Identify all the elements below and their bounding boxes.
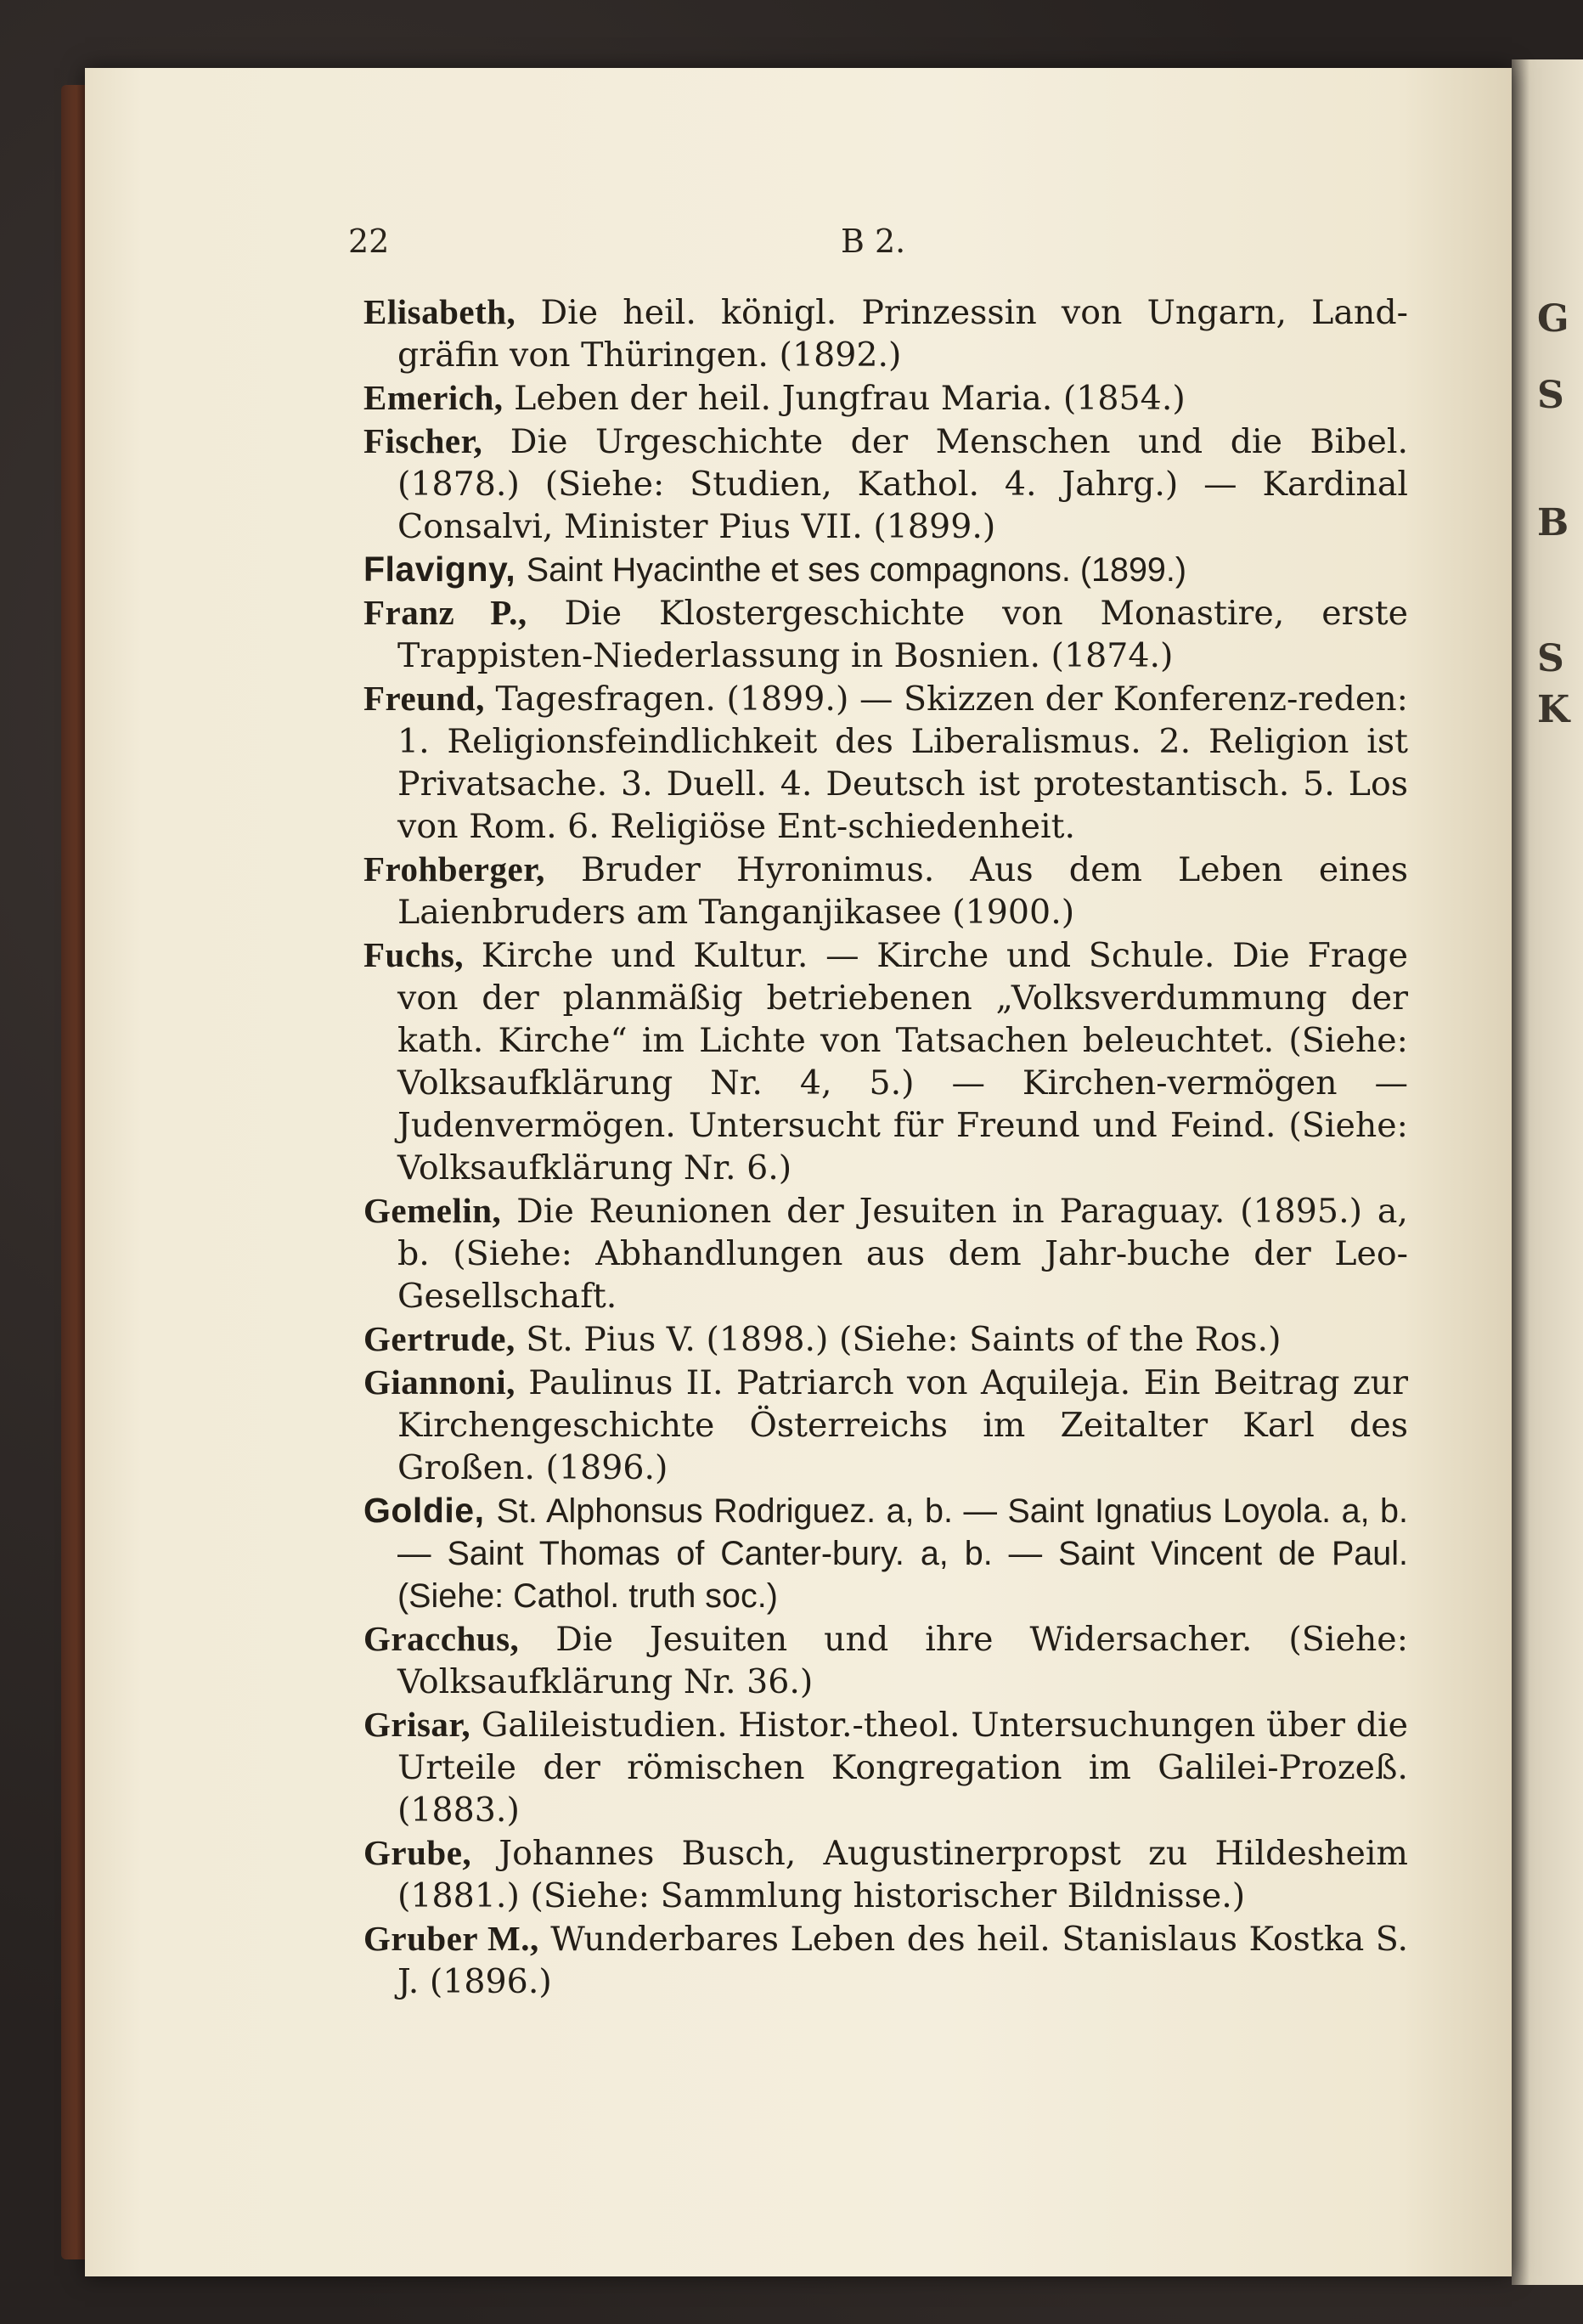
author-name: Grisar, — [363, 1705, 471, 1744]
catalog-entry — [363, 1917, 1408, 2003]
catalog-entry — [363, 420, 1408, 548]
author-name: Gemelin, — [363, 1191, 502, 1230]
catalog-entry — [363, 1317, 1408, 1361]
entry-text: Johannes Busch, Augustinerpropst zu Hildesheim (1881.) (Siehe: Sammlung historischer Bildnisse.) — [397, 1834, 1408, 1915]
author-name: Emerich, — [363, 378, 504, 417]
entry-text: Die Reunionen der Jesuiten in Paraguay. (1895.) a, b. (Siehe: Abhandlungen aus dem Jahr-buche der Leo-Gesellschaft. — [397, 1192, 1408, 1316]
author-name: Gertrude, — [363, 1319, 515, 1358]
entry-text: Saint Hyacinthe et ses compagnons. (1899.) — [526, 551, 1187, 589]
facing-page-fragment: S — [1537, 637, 1564, 680]
catalog-entry — [363, 1189, 1408, 1317]
catalog-entry — [363, 848, 1408, 934]
author-name: Gruber M., — [363, 1919, 539, 1958]
author-name: Giannoni, — [363, 1362, 515, 1402]
author-name: Elisabeth, — [363, 292, 516, 331]
entry-text: Die Urgeschichte der Menschen und die Bibel. (1878.) (Siehe: Studien, Kathol. 4. Jahrg.) — Kardinal Consalvi, Minister Pius VII. (1899.) — [397, 422, 1409, 546]
entry-text: Wunderbares Leben des heil. Stanislaus Kostka S. J. (1896.) — [397, 1920, 1409, 2001]
catalog-entry — [363, 548, 1408, 591]
catalog-entry — [363, 677, 1408, 848]
page-header — [348, 223, 1401, 274]
entry-text: Tagesfragen. (1899.) — Skizzen der Konferenz-reden: 1. Religionsfeindlichkeit des Liberalismus. 2. Religion ist Privatsache. 3. Duell. 4. Deutsch ist protestantisch. 5. Los von Rom. 6. Religiöse Ent-schiedenheit. — [397, 680, 1408, 846]
catalog-entry — [363, 1489, 1408, 1617]
catalog-entry — [363, 290, 1408, 376]
entry-text: Paulinus II. Patriarch von Aquileja. Ein Beitrag zur Kirchengeschichte Österreichs im Zeitalter Karl des Großen. (1896.) — [397, 1363, 1408, 1487]
author-name: Fuchs, — [363, 935, 465, 974]
entry-text: Bruder Hyronimus. Aus dem Leben eines Laienbruders am Tanganjikasee (1900.) — [397, 850, 1408, 932]
section-heading: B 2. — [841, 223, 906, 260]
catalog-entry — [363, 1831, 1408, 1917]
entry-text: St. Pius V. (1898.) (Siehe: Saints of the Ros.) — [526, 1320, 1282, 1359]
catalog-entry — [363, 934, 1408, 1189]
catalog-entry — [363, 591, 1408, 677]
catalog-entry — [363, 1703, 1408, 1831]
entry-text: Die Jesuiten und ihre Widersacher. (Siehe: Volksaufklärung Nr. 36.) — [397, 1620, 1408, 1701]
catalog-entry — [363, 1617, 1408, 1703]
author-name: Frohberger, — [363, 849, 545, 888]
author-name: Gracchus, — [363, 1619, 520, 1658]
author-name: Goldie, — [363, 1491, 485, 1530]
entry-text: Die Klostergeschichte von Monastire, erste Trappisten-Niederlassung in Bosnien. (1874.) — [397, 594, 1408, 675]
entry-text: Kirche und Kultur. — Kirche und Schule. Die Frage von der planmäßig betriebenen „Volksverdummung der kath. Kirche“ im Lichte von Tatsachen beleuchtet. (Siehe: Volksaufklärung Nr. 4, 5.) — Kirchen-vermögen — Judenvermögen. Untersucht für Freund und Feind. (Siehe: Volksaufklärung Nr. 6.) — [397, 936, 1408, 1187]
catalog-entries — [363, 290, 1408, 2003]
author-name: Franz P., — [363, 593, 527, 632]
page-number: 22 — [348, 223, 390, 260]
author-name: Freund, — [363, 679, 485, 718]
entry-text: Galileistudien. Histor.-theol. Untersuchungen über die Urteile der römischen Kongregation im Galilei-Prozeß. (1883.) — [397, 1706, 1408, 1830]
catalog-entry — [363, 376, 1408, 420]
facing-page-fragment: K — [1537, 688, 1570, 731]
author-name: Fischer, — [363, 421, 483, 460]
entry-text: Die heil. königl. Prinzessin von Ungarn, Land-gräfin von Thüringen. (1892.) — [397, 293, 1408, 375]
catalog-entry — [363, 1361, 1408, 1489]
entry-text: St. Alphonsus Rodriguez. a, b. — Saint Ignatius Loyola. a, b. — Saint Thomas of Canter-bury. a, b. — Saint Vincent de Paul. (Siehe: Cathol. truth soc.) — [397, 1492, 1408, 1615]
facing-page-edge — [1512, 59, 1583, 2285]
author-name: Grube, — [363, 1833, 472, 1872]
facing-page-fragment: G — [1537, 297, 1569, 341]
facing-page-fragment: B — [1537, 501, 1569, 544]
facing-page-fragment: S — [1537, 374, 1564, 417]
entry-text: Leben der heil. Jungfrau Maria. (1854.) — [514, 379, 1186, 418]
author-name: Flavigny, — [363, 550, 516, 589]
